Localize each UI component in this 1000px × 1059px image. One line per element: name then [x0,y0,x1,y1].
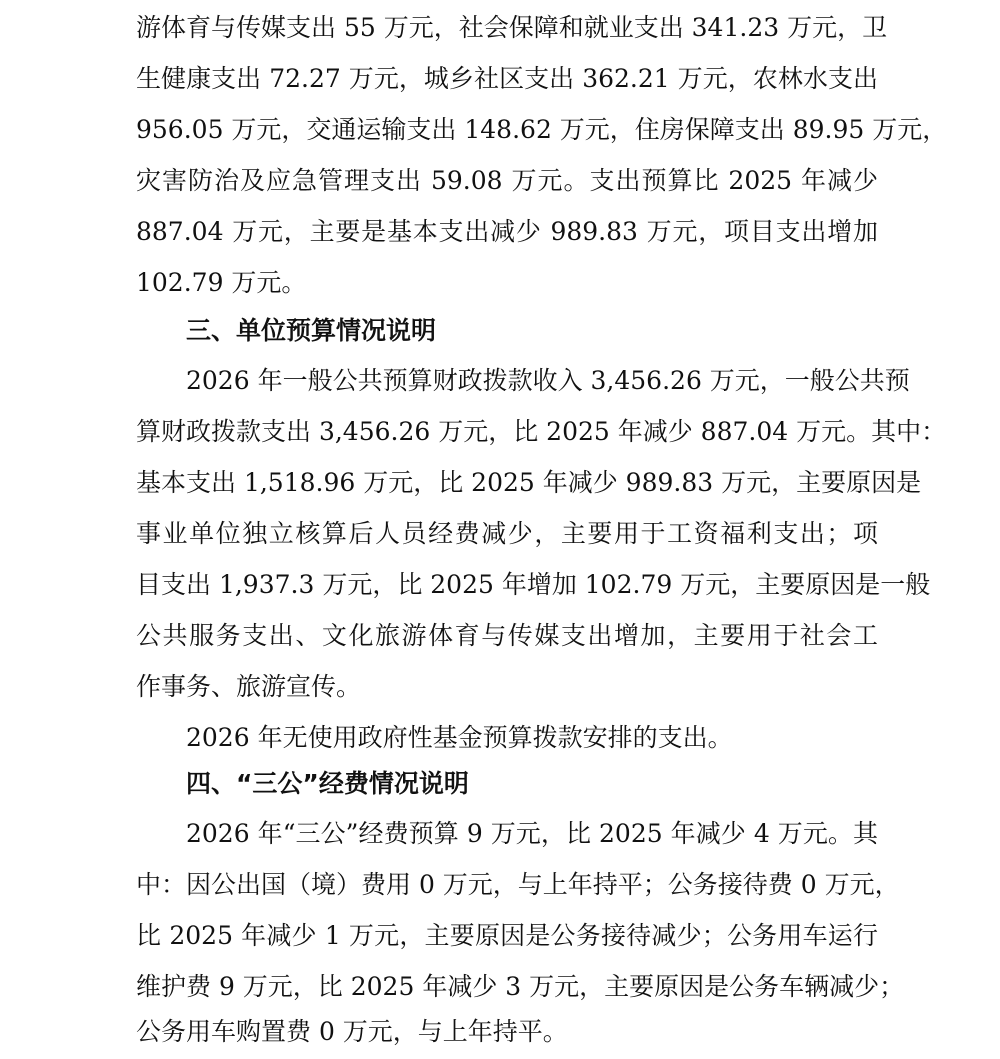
section-heading: 三、单位预算情况说明 [186,316,437,345]
paragraph-line: 目支出 1,937.3 万元，比 2025 年增加 102.79 万元，主要原因是一般 [136,570,931,599]
paragraph-line: 102.79 万元。 [136,268,307,297]
paragraph-line: 2026 年无使用政府性基金预算拨款安排的支出。 [186,723,733,752]
paragraph-line: 887.04 万元，主要是基本支出减少 989.83 万元，项目支出增加 [136,217,878,246]
paragraph-line: 游体育与传媒支出 55 万元，社会保障和就业支出 341.23 万元，卫 [136,13,888,42]
section-heading: 四、“三公”经费情况说明 [186,769,469,798]
paragraph-line: 灾害防治及应急管理支出 59.08 万元。支出预算比 2025 年减少 [136,166,878,195]
paragraph-line: 2026 年一般公共预算财政拨款收入 3,456.26 万元，一般公共预 [186,366,910,395]
paragraph-line: 公共服务支出、文化旅游体育与传媒支出增加，主要用于社会工 [136,621,878,650]
paragraph-line: 生健康支出 72.27 万元，城乡社区支出 362.21 万元，农林水支出 [136,64,878,93]
paragraph-line: 维护费 9 万元，比 2025 年减少 3 万元，主要原因是公务车辆减少； [136,972,905,1001]
paragraph-line: 2026 年“三公”经费预算 9 万元，比 2025 年减少 4 万元。其 [186,819,878,848]
paragraph-line: 基本支出 1,518.96 万元，比 2025 年减少 989.83 万元，主要原因是 [136,468,922,497]
paragraph-line: 956.05 万元，交通运输支出 148.62 万元，住房保障支出 89.95 万元， [136,115,948,144]
paragraph-line: 算财政拨款支出 3,456.26 万元，比 2025 年减少 887.04 万元。其中： [136,417,947,446]
paragraph-line: 事业单位独立核算后人员经费减少，主要用于工资福利支出；项 [136,519,878,548]
paragraph-line: 中：因公出国（境）费用 0 万元，与上年持平；公务接待费 0 万元， [136,870,900,899]
paragraph-line: 公务用车购置费 0 万元，与上年持平。 [136,1017,568,1046]
paragraph-line: 比 2025 年减少 1 万元，主要原因是公务接待减少；公务用车运行 [136,921,878,950]
paragraph-line: 作事务、旅游宣传。 [136,672,362,701]
